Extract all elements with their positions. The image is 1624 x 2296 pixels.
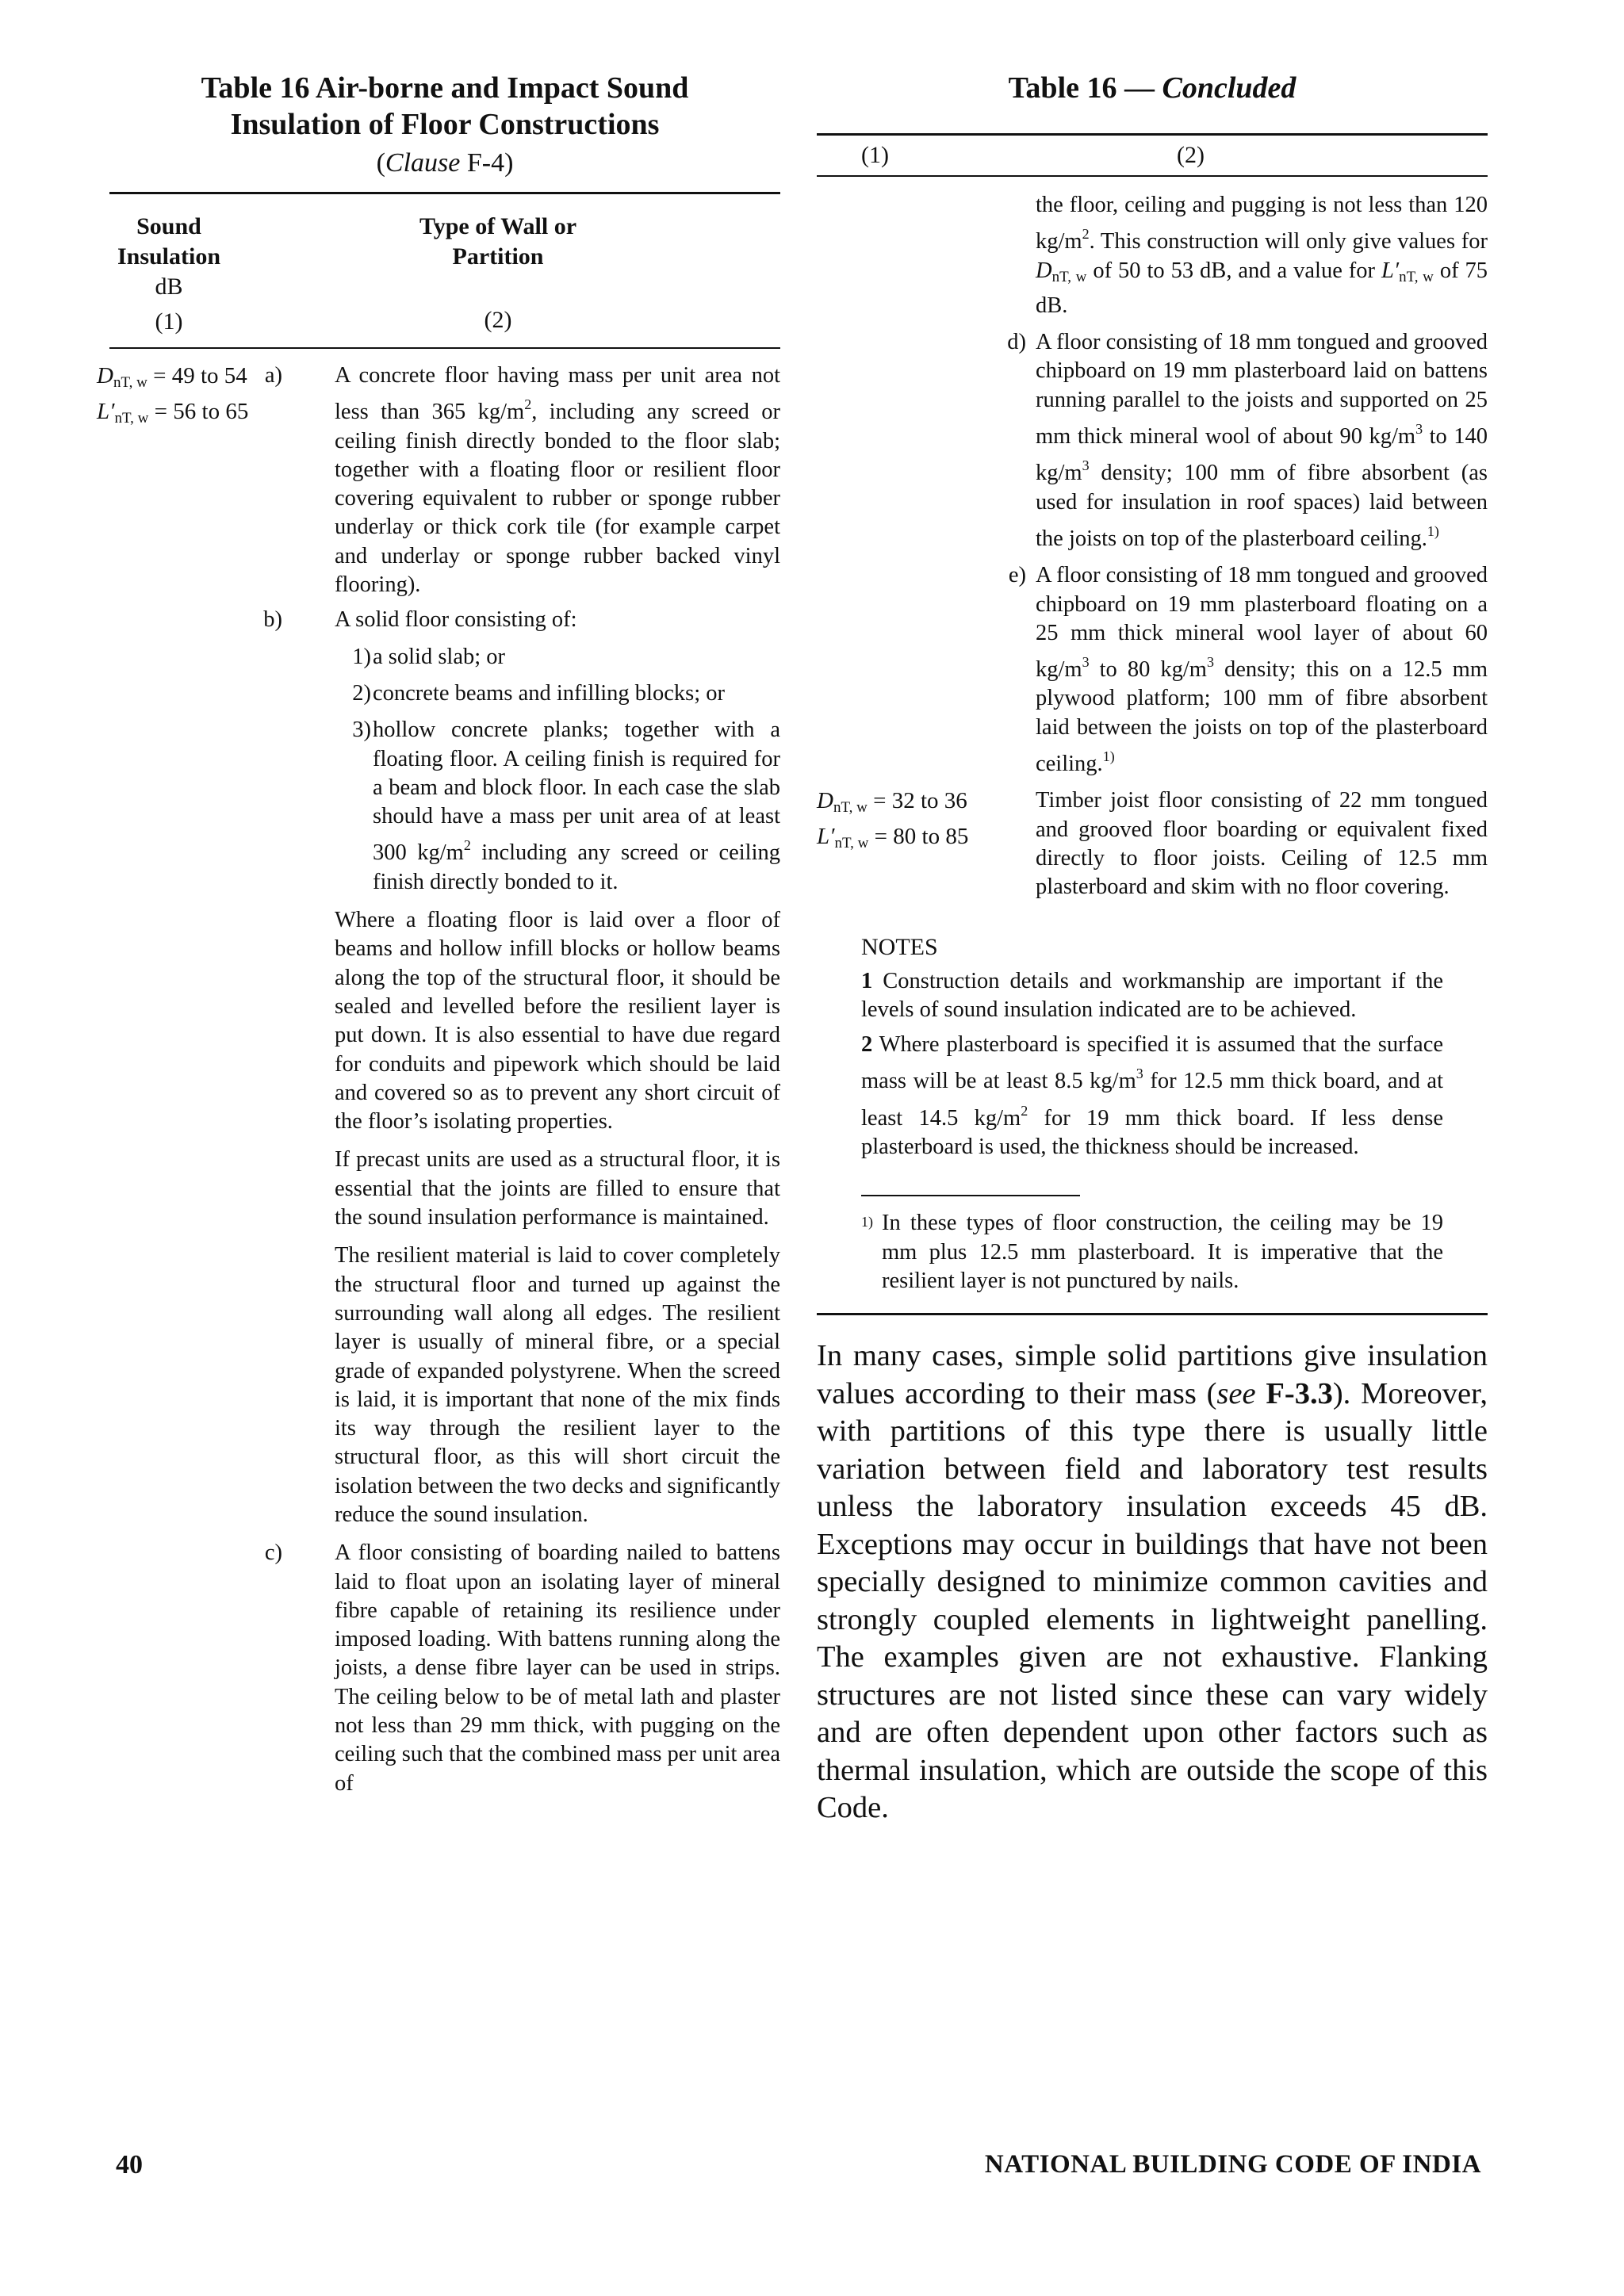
item-b-3: 3) hollow concrete planks; together with a floating floor. A ceiling finish is required for a beam and block floor. In each case the slab should have a mass per unit area of at least 300 $kg/m^2$ including any screed or ceiling finish directly bonded to it. — [352, 718, 780, 894]
item-c-continued: the floor, ceiling and pugging is not less than 120 $kg/m^2$. This construction will only give values for $D_{nT, w}$ of 50 to 53 dB, and a value for $L'_{nT, w}$ of 75 dB. — [1036, 193, 1488, 318]
sound-insulation-values-1: $D_{nT, w} = 49$ to 54 $L'_{nT, w} = 56$ to 65 — [97, 363, 249, 427]
item-b-1: 1) a solid slab; or — [352, 644, 506, 669]
left-column — [97, 70, 781, 2296]
timber-joist-floor-text: Timber joist floor consisting of 22 mm tongued and grooved floor boarding or equivalent fixed directly to floor joists. Ceiling of 12.5 mm plasterboard and skim with no floor covering. — [1036, 788, 1488, 900]
item-b-2: 2) concrete beams and infilling blocks; or — [352, 680, 725, 706]
footnote: 1) In these types of floor construction, the ceiling may be 19 mm plus 12.5 mm plasterboard. It is imperative that the resilient layer is not punctured by nails. — [861, 1211, 1443, 1293]
note-1: 1 Construction details and workmanship are important if the levels of sound insulation indicated are to be achieved. — [861, 968, 1443, 1022]
table-header-row-right: (1) (2) — [861, 142, 1205, 168]
table-bottom-rule — [817, 1313, 1488, 1315]
table-row-2 — [817, 786, 1488, 901]
item-b-paragraph-1: Where a floating floor is laid over a floor of beams and hollow infill blocks or hollow beams along the top of the structural floor, it should be sealed and levelled before the resilient layer is put down. It is also essential to have due regard for conduits and pipework which should be laid and covered so as to prevent any short circuit of the floor’s isolating properties. — [335, 908, 780, 1135]
table-row-1 — [97, 362, 781, 2296]
note-2: 2 Where plasterboard is specified it is assumed that the surface mass will be at least 8.5 $kg/m^3$ for 12.5 mm thick board, and at least 14.5 $kg/m^2$ for 19 mm thick board. If less dense plasterboard is used, the thickness should be increased. — [861, 1032, 1443, 1160]
sound-insulation-values-2: $D_{nT, w} = 32$ to 36 $L'_{nT, w} = 80$ to 85 — [817, 788, 969, 852]
col2-header: Type of Wall or Partition (2) — [419, 213, 577, 333]
right-column — [817, 70, 1488, 1827]
main-paragraph: In many cases, simple solid partitions give insulation values according to their mass (see F-3.3). Moreover, with partitions of this type there is usually little variation between field and laboratory test results unless the laboratory insulation exceeds 45 dB. Exceptions may occur in buildings that have not been specially designed to minimize common cavities and strongly coupled elements in lightweight panelling. The examples given are not exhaustive. Flanking structures are not listed since these can vary widely and are often dependent upon other factors such as thermal insulation, which are outside the scope of this Code. — [817, 1339, 1488, 1825]
footnote-rule — [861, 1195, 1080, 1196]
notes-title: NOTES — [861, 933, 938, 960]
item-b: b) A solid floor consisting of: 1) a solid slab; or 2) concrete beams and infilling blocks; or 3) hollow concrete planks; together with a floating floor. A ceiling finish is required for a beam and block floor. In each case the slab should have a mass per unit area of at least 300 $kg/m^2$ including any screed or ceiling finish directly bonded to it. Where a floating floor is laid over a floor of beams and hollow infill blocks or hollow beams along the top of the structural floor, it should be sealed and levelled before the resilient layer is put down. It is also essential to have due regard for conduits and pipework which should be laid and covered so as to prevent any short circuit of the floor’s isolating properties. If precast units are used as a structural floor, it is essential that the joints are filled to ensure that the sound insulation performance is maintained. The resilient material is laid to cover completely the structural floor and turned up against the surrounding wall along all edges. The resilient layer is usually of mineral fibre, or a special grade of expanded polystyrene. When the screed is laid, it is important that none of the mix finds its way through the resilient layer to the structural floor, as this will short circuit the isolation between the two decks and significantly reduce the sound insulation. — [292, 606, 780, 1529]
table-header-rule — [109, 347, 780, 349]
floor-type-description-1 — [263, 362, 781, 1798]
item-d: d) A floor consisting of 18 mm tongued and grooved chipboard on 19 mm plasterboard laid on battens running parallel to the joists and supported on 25 mm thick mineral wool of about 90 $kg/m^3$ to 140 $kg/m^3$ density; 100 mm of fibre absorbent (as used for insulation in roof spaces) laid between the joists on top of the plasterboard ceiling.$^{1)}$ — [1007, 330, 1488, 551]
item-a: a) A concrete floor having mass per unit area not less than 365 $kg/m^2$, including any screed or ceiling finish directly bonded to the floor slab; together with a floating floor or resilient floor covering equivalent to rubber or sponge rubber underlay or thick cork tile (for example carpet and underlay or sponge rubber backed vinyl flooring). — [264, 363, 781, 598]
table-title: Table 16 Air-borne and Impact Sound Insulation of Floor Constructions — [201, 71, 689, 141]
table-title-concluded: Table 16 — Concluded — [1008, 71, 1297, 105]
page-number: 40 — [116, 2150, 143, 2179]
item-c: c) A floor consisting of boarding nailed to battens laid to float upon an isolating layer of mineral fibre capable of retaining its resilience under imposed loading. With battens running along the joists, a dense fibre layer can be used in strips. The ceiling below to be of metal lath and plaster not less than 29 mm thick, with pugging on the ceiling such that the combined mass per unit area of — [264, 1540, 780, 1796]
running-footer-title: NATIONAL BUILDING CODE OF INDIA — [984, 2150, 1481, 2179]
item-e: e) A floor consisting of 18 mm tongued and grooved chipboard on 19 mm plasterboard floating on a 25 mm thick mineral wool layer of about 60 $kg/m^3$ to 80 $kg/m^3$ density; this on a 12.5 mm plywood platform; 100 mm of fibre absorbent laid between the joists on top of the plasterboard ceiling.$^{1)}$ — [1008, 563, 1488, 777]
table-continued-content — [817, 191, 1488, 902]
item-b-paragraph-2: If precast units are used as a structural floor, it is essential that the joints are filled to ensure that the sound insulation performance is maintained. — [335, 1147, 780, 1230]
notes-section — [817, 934, 1488, 1296]
table-top-rule — [109, 192, 780, 194]
table-header-rule-right — [817, 175, 1488, 177]
item-b-paragraph-3: The resilient material is laid to cover completely the structural floor and turned up against the surrounding wall along all edges. The resilient layer is usually of mineral fibre, or a special grade of expanded polystyrene. When the screed is laid, it is important that none of the mix finds its way through the resilient layer to the structural floor, as this will short circuit the isolation between the two decks and significantly reduce the sound insulation. — [335, 1243, 780, 1527]
table-clause: (Clause F-4) — [376, 148, 514, 178]
table-header-row — [109, 205, 780, 336]
col1-header: Sound Insulation dB (1) — [117, 213, 221, 335]
